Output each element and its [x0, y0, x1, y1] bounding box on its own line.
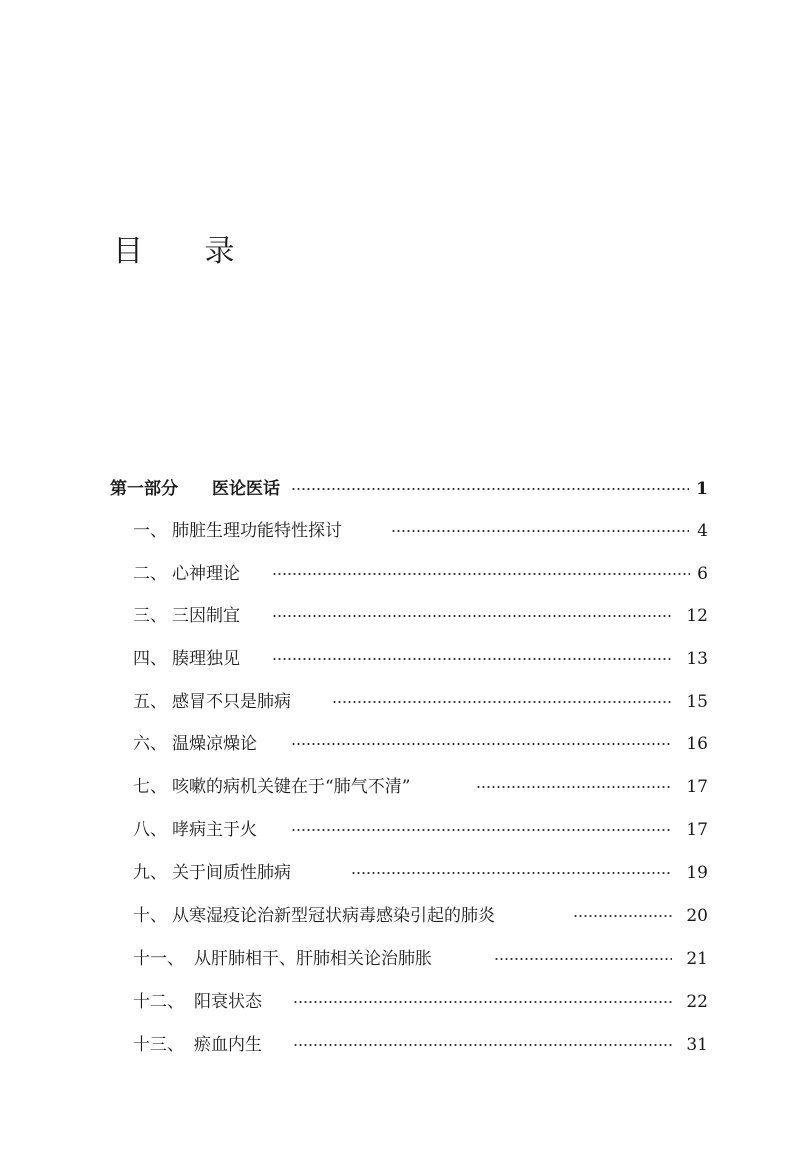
page-number: 22 [686, 992, 708, 1012]
toc-entry-10[interactable] [0, 901, 800, 931]
entry-number: 三、 [133, 606, 167, 626]
entry-title: 从寒湿疫论治新型冠状病毒感染引起的肺炎 [172, 906, 495, 926]
entry-number: 十一、 [133, 949, 184, 969]
entry-title: 肺脏生理功能特性探讨 [172, 521, 342, 541]
entry-title: 心神理论 [172, 564, 240, 584]
entry-number: 五、 [133, 692, 167, 712]
page-number: 17 [686, 777, 708, 797]
entry-title: 关于间质性肺病 [172, 863, 291, 883]
leader-dots [494, 958, 672, 960]
part-name: 医论医话 [212, 479, 280, 499]
entry-title: 从肝肺相干、肝肺相关论治肺胀 [194, 949, 432, 969]
leader-dots [351, 872, 672, 874]
entry-number: 一、 [133, 521, 167, 541]
toc-entry-13[interactable] [0, 1030, 800, 1060]
entry-number: 四、 [133, 649, 167, 669]
page-number: 12 [686, 606, 708, 626]
entry-title: 瘀血内生 [194, 1035, 262, 1055]
leader-dots [293, 1044, 672, 1046]
toc-entry-9[interactable] [0, 858, 800, 888]
entry-title: 感冒不只是肺病 [172, 692, 291, 712]
entry-number: 七、 [133, 777, 167, 797]
entry-number: 十三、 [133, 1035, 184, 1055]
leader-dots [291, 829, 672, 831]
toc-entry-3[interactable] [0, 601, 800, 631]
page-number: 1 [696, 479, 708, 499]
entry-title: 哮病主于火 [172, 820, 257, 840]
toc-entry-12[interactable] [0, 987, 800, 1017]
leader-dots [332, 701, 672, 703]
page-number: 17 [686, 820, 708, 840]
entry-title: 三因制宜 [172, 606, 240, 626]
toc-entry-6[interactable] [0, 729, 800, 759]
entry-number: 九、 [133, 863, 167, 883]
entry-title: 温燥凉燥论 [172, 734, 257, 754]
leader-dots [476, 786, 672, 788]
page-number: 19 [686, 863, 708, 883]
leader-dots [272, 658, 672, 660]
entry-title: 腠理独见 [172, 649, 240, 669]
page-number: 16 [686, 734, 708, 754]
entry-title: 咳嗽的病机关键在于“肺气不清” [172, 777, 411, 797]
page-title: 目 录 [113, 234, 261, 269]
page-number: 15 [686, 692, 708, 712]
toc-entry-1[interactable] [0, 516, 800, 546]
toc-entry-4[interactable] [0, 644, 800, 674]
entry-number: 八、 [133, 820, 167, 840]
page-number: 4 [697, 521, 708, 541]
page-number: 21 [686, 949, 708, 969]
toc-entry-8[interactable] [0, 815, 800, 845]
toc-entry-2[interactable] [0, 559, 800, 589]
toc-entry-7[interactable] [0, 772, 800, 802]
page-number: 13 [686, 649, 708, 669]
entry-number: 二、 [133, 564, 167, 584]
page-number: 6 [697, 564, 708, 584]
leader-dots [293, 1001, 672, 1003]
entry-number: 十、 [133, 906, 167, 926]
entry-number: 六、 [133, 734, 167, 754]
toc-entry-5[interactable] [0, 687, 800, 717]
page-number: 20 [686, 906, 708, 926]
leader-dots [272, 615, 672, 617]
part-label: 第一部分 [110, 479, 178, 499]
leader-dots [291, 488, 689, 490]
entry-number: 十二、 [133, 992, 184, 1012]
leader-dots [391, 530, 689, 532]
toc-part-1[interactable] [0, 474, 800, 504]
leader-dots [573, 915, 672, 917]
leader-dots [272, 573, 690, 575]
leader-dots [291, 743, 672, 745]
page-number: 31 [686, 1035, 708, 1055]
entry-title: 阳衰状态 [194, 992, 262, 1012]
toc-entry-11[interactable] [0, 944, 800, 974]
